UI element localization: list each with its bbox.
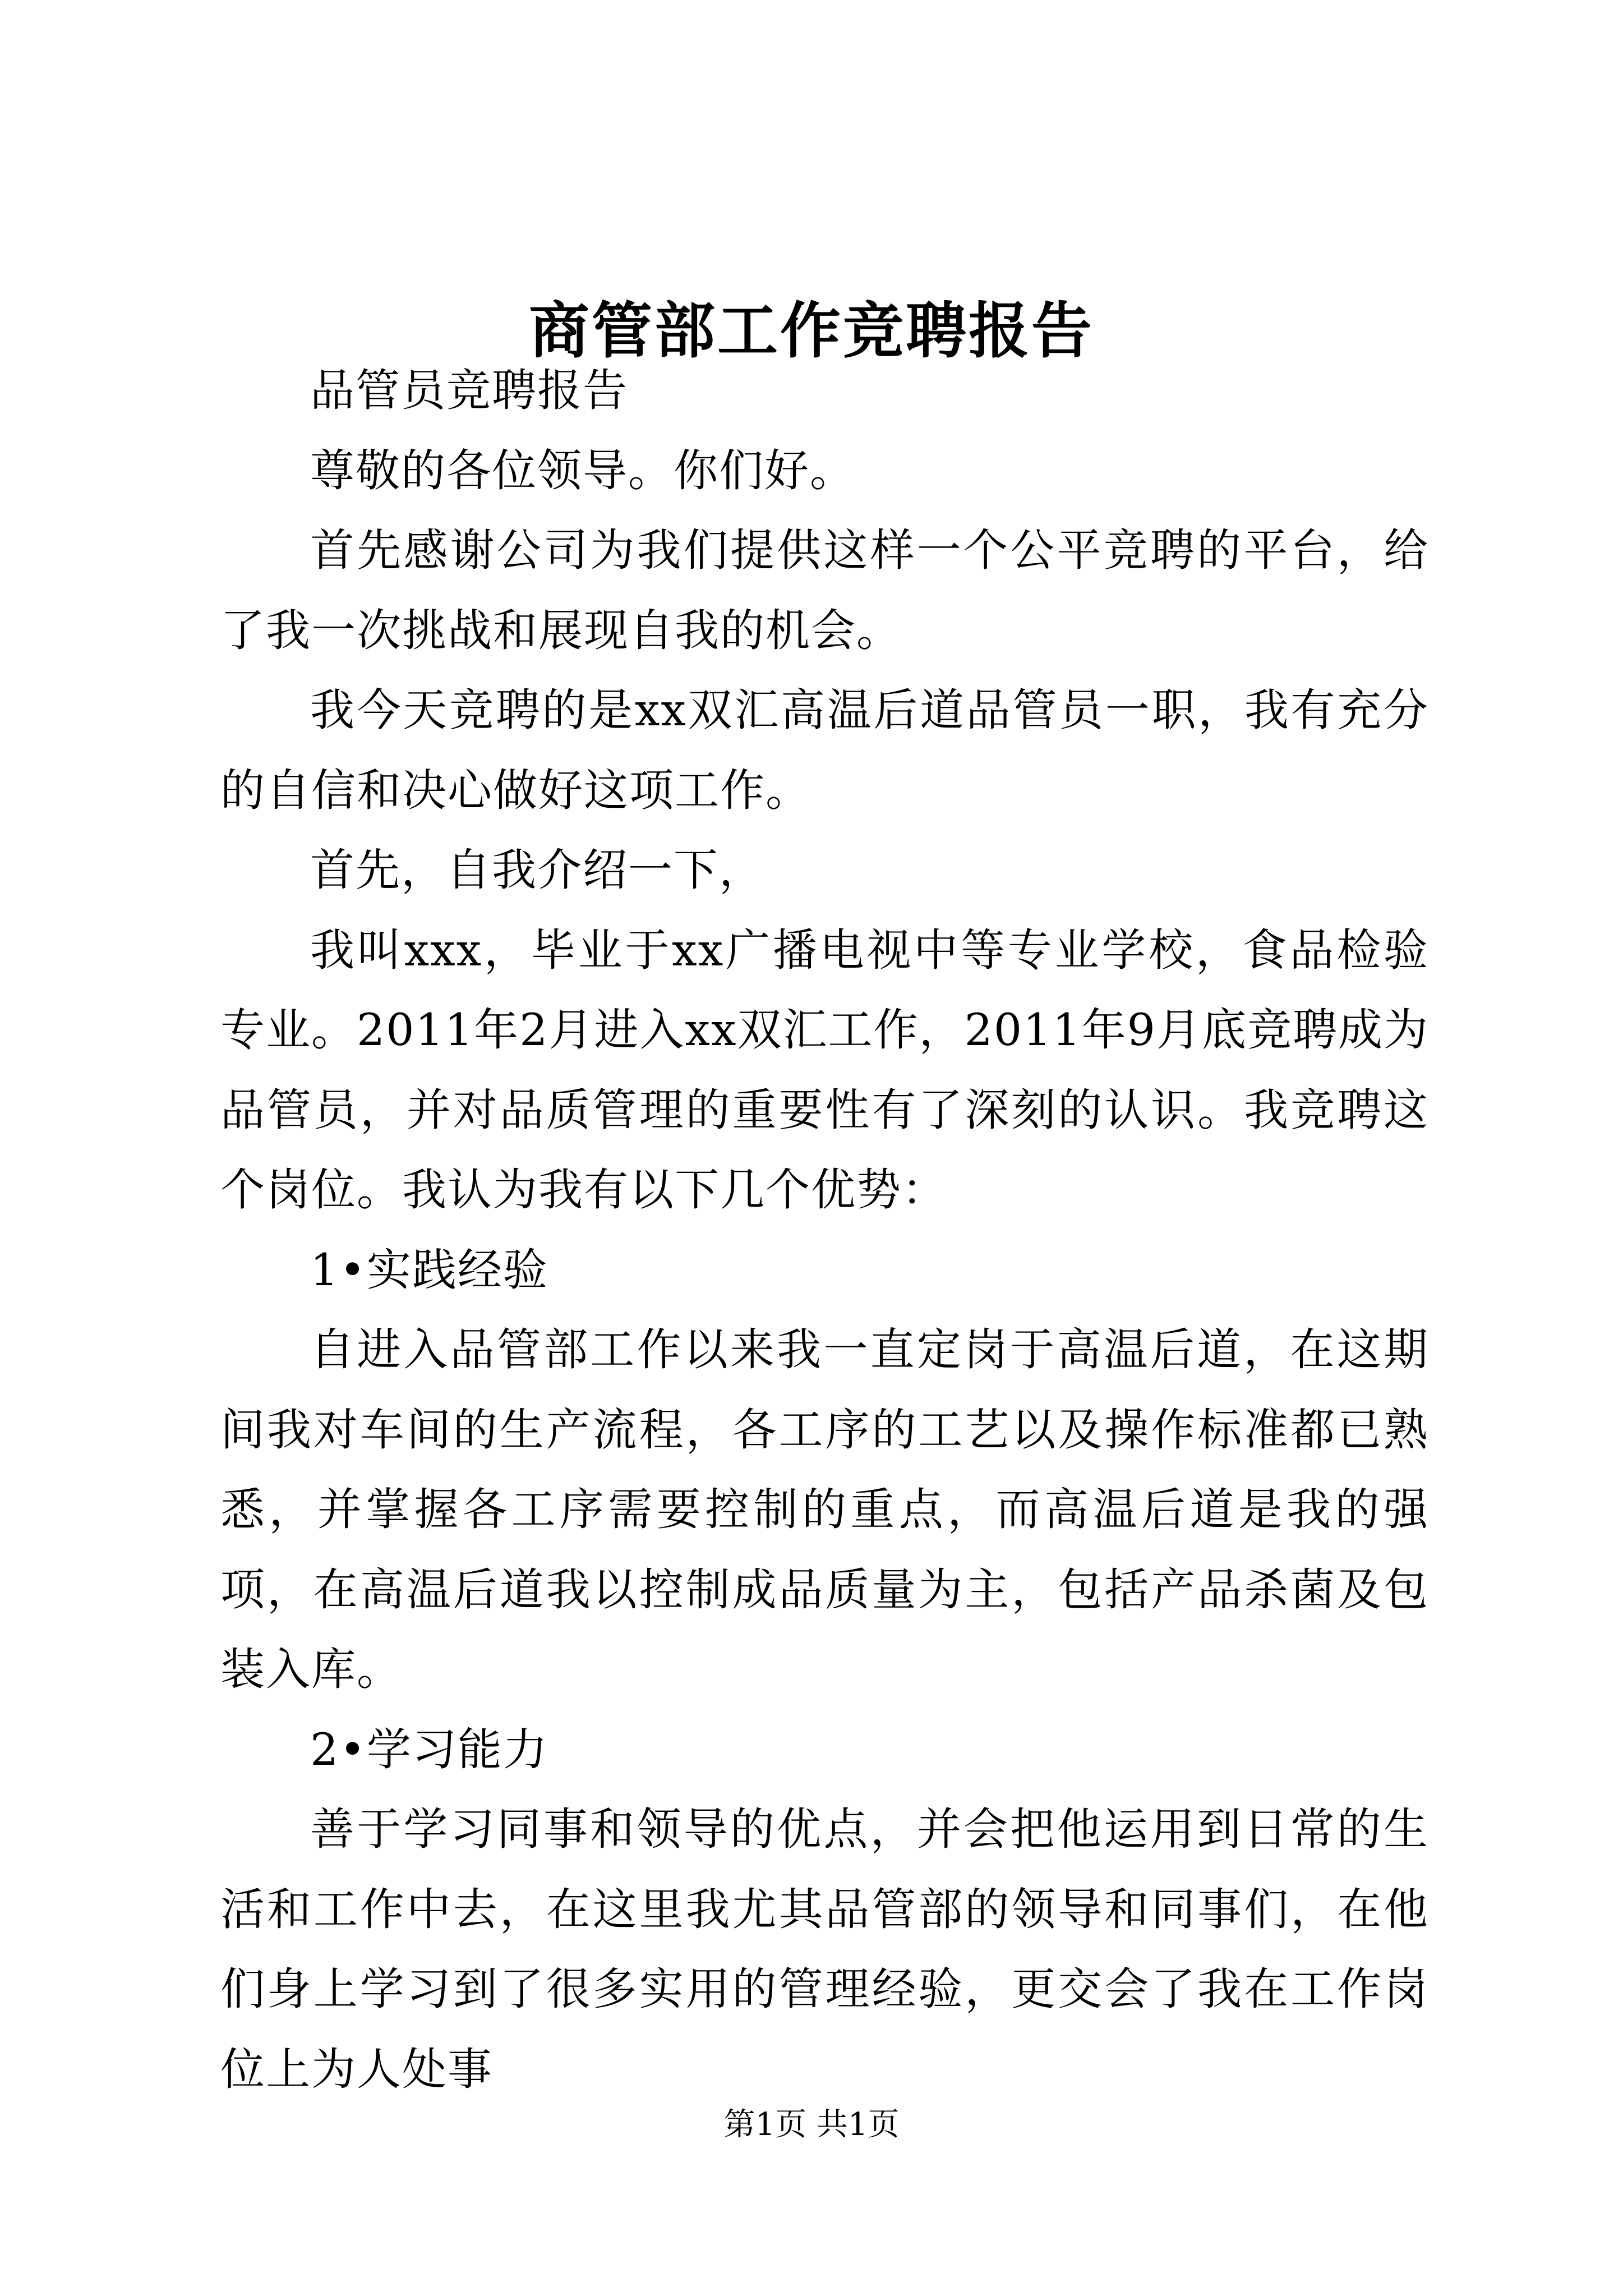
document-body [220,351,1429,2109]
paragraph: 我今天竞聘的是xx双汇高温后道品管员一职，我有充分的自信和决心做好这项工作。 [220,684,1429,816]
document-title: 商管部工作竞聘报告 [528,296,1094,366]
paragraph: 首先感谢公司为我们提供这样一个公平竞聘的平台，给了我一次挑战和展现自我的机会。 [220,524,1429,656]
paragraph: 尊敬的各位领导。你们好。 [310,444,855,496]
paragraph: 我叫xxx，毕业于xx广播电视中等专业学校，食品检验专业。2011年2月进入xx双汇工作，2011年9月底竞聘成为品管员，并对品质管理的重要性有了深刻的认识。我竞聘这个岗位。我认为我有以下几个优势： [220,924,1429,1216]
paragraph: 善于学习同事和领导的优点，并会把他运用到日常的生活和工作中去，在这里我尤其品管部的领导和同事们，在他们身上学习到了很多实用的管理经验，更交会了我在工作岗位上为人处事 [220,1803,1429,2095]
section-heading: 1•实践经验 [310,1244,548,1296]
section-heading: 2•学习能力 [310,1723,548,1775]
paragraph: 自进入品管部工作以来我一直定岗于高温后道，在这期间我对车间的生产流程，各工序的工艺以及操作标准都已熟悉，并掌握各工序需要控制的重点，而高温后道是我的强项，在高温后道我以控制成品质量为主，包括产品杀菌及包装入库。 [220,1324,1429,1695]
paragraph: 品管员竞聘报告 [310,365,628,416]
paragraph: 首先，自我介绍一下， [310,844,764,896]
page-number-footer: 第1页 共1页 [723,2106,900,2143]
